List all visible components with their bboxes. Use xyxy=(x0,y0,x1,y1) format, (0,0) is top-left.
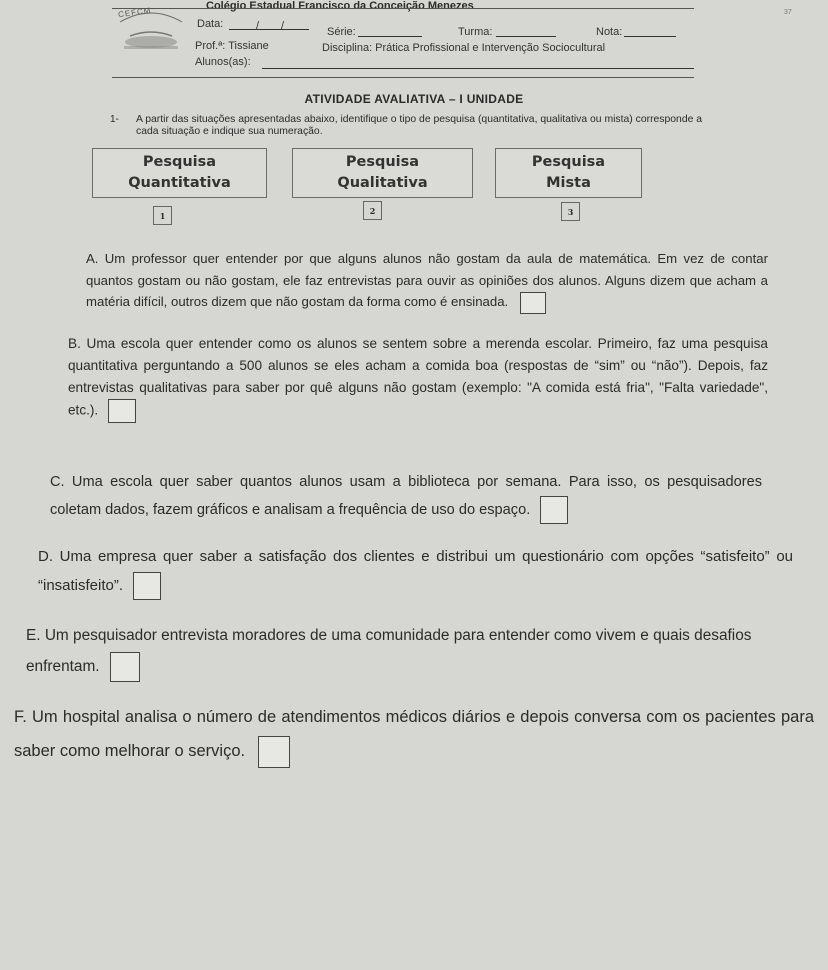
item-e xyxy=(26,620,801,682)
category-line1: Pesquisa xyxy=(345,154,420,170)
item-a xyxy=(86,248,768,314)
category-number-3: 3 xyxy=(561,202,580,221)
category-quantitative xyxy=(92,148,267,198)
answer-box-f[interactable] xyxy=(258,736,290,768)
school-name: Colégio Estadual Francisco da Conceição Menezes xyxy=(206,0,474,12)
item-a-text: A. Um professor quer entender por que alguns alunos não gostam da aula de matemática. Em vez de contar quantos gostam ou não gostam, ele faz entrevistas para ouvir as opiniões dos alunos. Alguns dizem que acham a matéria difícil, outros dizem que não gostam da forma como é ensinada. xyxy=(86,251,768,309)
activity-title: ATIVIDADE AVALIATIVA – I UNIDADE xyxy=(304,92,524,106)
question-text: A partir das situações apresentadas abaixo, identifique o tipo de pesquisa (quantitativa, qualitativa ou mista) corresponde a cada situação e indique sua numeração. xyxy=(136,114,703,137)
discipline-name: Disciplina: Prática Profissional e Intervenção Sociocultural xyxy=(322,42,606,54)
answer-box-d[interactable] xyxy=(133,572,161,600)
category-qualitative xyxy=(292,148,473,198)
students-label: Alunos(as): xyxy=(195,56,251,68)
category-number-1: 1 xyxy=(153,206,172,225)
series-field[interactable] xyxy=(358,26,422,37)
category-line1: Pesquisa xyxy=(531,154,606,170)
question-number: 1- xyxy=(110,114,119,125)
date-field[interactable] xyxy=(229,19,309,30)
series-label: Série: xyxy=(327,26,356,38)
item-f-text: F. Um hospital analisa o número de atendimentos médicos diários e depois conversa com os pacientes para saber como melhorar o serviço. xyxy=(14,708,814,760)
item-f xyxy=(14,700,814,768)
grade-field[interactable] xyxy=(624,26,676,37)
category-line2: Qualitativa xyxy=(337,175,428,191)
item-e-text: E. Um pesquisador entrevista moradores de uma comunidade para entender como vivem e quais desafios enfrentam. xyxy=(26,627,752,675)
answer-box-c[interactable] xyxy=(540,496,568,524)
item-c xyxy=(50,469,762,524)
date-slash-1: / xyxy=(256,20,260,32)
item-b-text: B. Uma escola quer entender como os alunos se sentem sobre a merenda escolar. Primeiro, faz uma pesquisa quantitativa perguntando a 500 alunos se eles acham a comida boa (respostas de “sim” ou “não”). Depois, faz entrevistas qualitativas para saber por quê alguns não gostam (exemplo: "A comida está fria", "Falta variedade", etc.). xyxy=(68,336,768,418)
page-mark: 37 xyxy=(784,9,792,16)
class-field[interactable] xyxy=(496,26,556,37)
class-label: Turma: xyxy=(458,26,493,38)
category-line2: Mista xyxy=(546,175,591,191)
answer-box-b[interactable] xyxy=(108,399,136,423)
item-d xyxy=(38,542,793,600)
logo-text: CEFCM xyxy=(117,5,152,20)
grade-label: Nota: xyxy=(596,26,623,38)
date-slash-2: / xyxy=(281,20,285,32)
category-line2: Quantitativa xyxy=(128,175,231,191)
answer-box-a[interactable] xyxy=(520,292,546,314)
category-mixed xyxy=(495,148,642,198)
category-line1: Pesquisa xyxy=(142,154,217,170)
item-d-text: D. Uma empresa quer saber a satisfação dos clientes e distribui um questionário com opções “satisfeito” ou “insatisfeito”. xyxy=(38,548,793,594)
students-field[interactable] xyxy=(262,58,694,69)
answer-box-e[interactable] xyxy=(110,652,140,682)
category-number-2: 2 xyxy=(363,201,382,220)
item-c-text: C. Uma escola quer saber quantos alunos usam a biblioteca por semana. Para isso, os pesquisadores coletam dados, fazem gráficos e analisam a frequência de uso do espaço. xyxy=(50,474,762,518)
teacher-name: Prof.ª: Tissiane xyxy=(195,40,269,52)
item-b xyxy=(68,333,768,423)
date-label: Data: xyxy=(197,18,224,30)
